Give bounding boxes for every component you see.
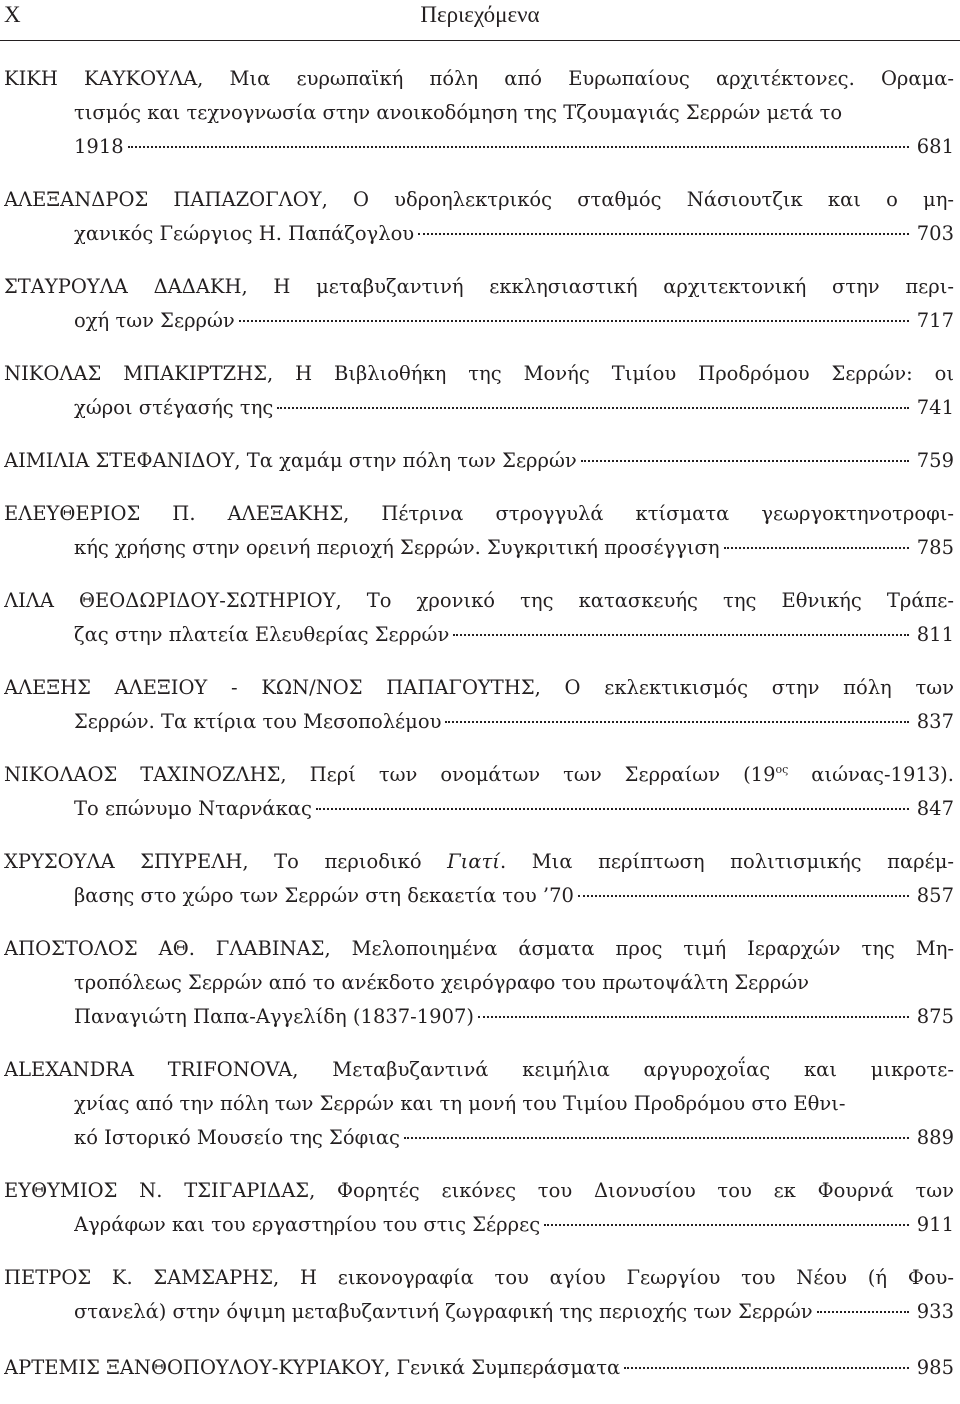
- entry-text-part: . Μια περίπτωση πολιτισμικής παρέμ-: [499, 850, 954, 873]
- entry-text-line: [4, 845, 954, 879]
- dot-leader: [277, 406, 908, 409]
- entry-text-line: ALEXANDRA TRIFONOVA, Μεταβυζαντινά κειμήλια αργυροχοΐας και μικροτε-: [4, 1058, 954, 1081]
- entry-last-line: [4, 130, 954, 164]
- entry-text-part: ΧΡΥΣΟΥΛΑ ΣΠΥΡΕΛΗ, Το περιοδικό: [4, 850, 448, 873]
- toc-entry: [4, 497, 954, 565]
- entry-text-part: ΝΙΚΟΛΑΟΣ ΤΑΧΙΝΟΖΛΗΣ, Περί των ονομάτων των Σερραίων (19: [4, 763, 776, 786]
- page-ref: 857: [916, 884, 954, 907]
- entry-text-line: τισμός και τεχνογνωσία στην ανοικοδόμηση της Τζουμαγιάς Σερρών μετά το: [74, 101, 843, 124]
- entry-last-line: [4, 391, 954, 425]
- dot-leader: [453, 633, 908, 636]
- entry-last-line: [4, 618, 954, 652]
- dot-leader: [404, 1136, 909, 1139]
- entry-text-line: ΛΙΛΑ ΘΕΟΔΩΡΙΔΟΥ-ΣΩΤΗΡΙΟΥ, Το χρονικό της κατασκευής της Εθνικής Τράπε-: [4, 589, 954, 612]
- entry-last-line: [4, 879, 954, 913]
- entry-text-line: ΑΛΕΞΗΣ ΑΛΕΞΙΟΥ - ΚΩΝ/ΝΟΣ ΠΑΠΑΓΟΥΤΗΣ, Ο εκλεκτικισμός στην πόλη των: [4, 676, 954, 699]
- toc-entry: [4, 932, 954, 1034]
- entry-text: κής χρήσης στην ορεινή περιοχή Σερρών. Συγκριτική προσέγγιση: [74, 536, 720, 559]
- entry-last-line: [4, 304, 954, 338]
- dot-leader: [578, 894, 909, 897]
- dot-leader: [624, 1366, 909, 1369]
- entry-last-line: [4, 1208, 954, 1242]
- toc-entry: [4, 1261, 954, 1329]
- entry-text-line: χνίας από την πόλη των Σερρών και τη μονή του Τιμίου Προδρόμου στο Εθνι-: [74, 1092, 846, 1115]
- entry-text-part: αιώνας-1913).: [788, 763, 954, 786]
- entry-text: Σερρών. Τα κτίρια του Μεσοπολέμου: [74, 710, 442, 733]
- entry-text-line: ΝΙΚΟΛΑΣ ΜΠΑΚΙΡΤΖΗΣ, Η Βιβλιοθήκη της Μονής Τιμίου Προδρόμου Σερρών: οι: [4, 362, 954, 385]
- entry-text: ΑΡΤΕΜΙΣ ΞΑΝΘΟΠΟΥΛΟΥ-ΚΥΡΙΑΚΟΥ, Γενικά Συμπεράσματα: [4, 1356, 621, 1379]
- entry-text: στανελά) στην όψιμη μεταβυζαντινή ζωγραφική της περιοχής των Σερρών: [74, 1300, 813, 1323]
- entry-text-line: ΣΤΑΥΡΟΥΛΑ ΔΑΔΑΚΗ, Η μεταβυζαντινή εκκλησιαστική αρχιτεκτονική στην περι-: [4, 275, 954, 298]
- table-of-contents: [4, 62, 954, 1404]
- dot-leader: [445, 720, 908, 723]
- toc-entry: [4, 845, 954, 913]
- page-ref: 847: [916, 797, 954, 820]
- entry-last-line: [4, 792, 954, 826]
- dot-leader: [478, 1015, 909, 1018]
- entry-last-line: [4, 1000, 954, 1034]
- toc-entry: [4, 62, 954, 164]
- toc-entry: [4, 1351, 954, 1385]
- toc-entry: [4, 270, 954, 338]
- entry-last-line: [4, 1295, 954, 1329]
- page-ref: 875: [916, 1005, 954, 1028]
- entry-text-line: τροπόλεως Σερρών από το ανέκδοτο χειρόγραφο του πρωτοψάλτη Σερρών: [74, 971, 809, 994]
- dot-leader: [544, 1223, 909, 1226]
- entry-last-line: [4, 1351, 954, 1385]
- superscript: ος: [775, 763, 789, 776]
- running-header: [0, 0, 960, 41]
- toc-entry: [4, 671, 954, 739]
- toc-entry: [4, 1053, 954, 1155]
- page-ref: 703: [916, 222, 954, 245]
- entry-text: Παναγιώτη Παπα-Αγγελίδη (1837-1907): [74, 1005, 474, 1028]
- page-ref: 889: [916, 1126, 954, 1149]
- page-title: Περιεχόμενα: [420, 2, 540, 27]
- page-ref: 811: [916, 623, 954, 646]
- entry-last-line: [4, 444, 954, 478]
- italic-title: Γιατί: [447, 850, 500, 873]
- entry-last-line: [4, 705, 954, 739]
- entry-text: ζας στην πλατεία Ελευθερίας Σερρών: [74, 623, 450, 646]
- entry-text-line: ΑΠΟΣΤΟΛΟΣ ΑΘ. ΓΛΑΒΙΝΑΣ, Μελοποιημένα άσματα προς τιμή Ιεραρχών της Μη-: [4, 937, 954, 960]
- toc-entry: [4, 444, 954, 478]
- page-ref: 911: [916, 1213, 954, 1236]
- page-ref: 785: [916, 536, 954, 559]
- dot-leader: [418, 232, 909, 235]
- entry-text-line: ΑΛΕΞΑΝΔΡΟΣ ΠΑΠΑΖΟΓΛΟΥ, Ο υδροηλεκτρικός σταθμός Νάσιουτζικ και ο μη-: [4, 188, 954, 211]
- entry-text-line: ΚΙΚΗ ΚΑΥΚΟΥΛΑ, Μια ευρωπαϊκή πόλη από Ευρωπαίους αρχιτέκτονες. Οραμα-: [4, 67, 954, 90]
- dot-leader: [239, 319, 909, 322]
- entry-text: οχή των Σερρών: [74, 309, 235, 332]
- dot-leader: [128, 145, 909, 148]
- dot-leader: [316, 807, 909, 810]
- entry-text: κό Ιστορικό Μουσείο της Σόφιας: [74, 1126, 400, 1149]
- toc-entry: [4, 357, 954, 425]
- page-ref: 985: [916, 1356, 954, 1379]
- entry-text: χώροι στέγασής της: [74, 396, 274, 419]
- toc-entry: [4, 584, 954, 652]
- entry-text-line: ΕΥΘΥΜΙΟΣ Ν. ΤΣΙΓΑΡΙΔΑΣ, Φορητές εικόνες του Διονυσίου του εκ Φουρνά των: [4, 1179, 954, 1202]
- page-ref: 837: [916, 710, 954, 733]
- entry-text-line: ΠΕΤΡΟΣ Κ. ΣΑΜΣΑΡΗΣ, Η εικονογραφία του αγίου Γεωργίου του Νέου (ή Φου-: [4, 1266, 954, 1289]
- entry-text: Αγράφων και του εργαστηρίου του στις Σέρρες: [74, 1213, 541, 1236]
- page-ref: 759: [916, 449, 954, 472]
- toc-entry: [4, 183, 954, 251]
- entry-text: Το επώνυμο Νταρνάκας: [74, 797, 312, 820]
- page-number: X: [4, 2, 21, 27]
- toc-entry: [4, 1174, 954, 1242]
- dot-leader: [817, 1310, 909, 1313]
- page-ref: 741: [916, 396, 954, 419]
- page-ref: 717: [916, 309, 954, 332]
- entry-last-line: [4, 531, 954, 565]
- entry-text-line: [4, 758, 954, 792]
- entry-last-line: [4, 1121, 954, 1155]
- toc-entry: [4, 758, 954, 826]
- entry-last-line: [4, 217, 954, 251]
- entry-text: ΑΙΜΙΛΙΑ ΣΤΕΦΑΝΙΔΟΥ, Τα χαμάμ στην πόλη των Σερρών: [4, 449, 577, 472]
- entry-text: βασης στο χώρο των Σερρών στη δεκαετία του ’70: [74, 884, 574, 907]
- page-ref: 933: [916, 1300, 954, 1323]
- dot-leader: [581, 459, 909, 462]
- page-ref: 681: [916, 135, 954, 158]
- entry-text-line: ΕΛΕΥΘΕΡΙΟΣ Π. ΑΛΕΞΑΚΗΣ, Πέτρινα στρογγυλά κτίσματα γεωργοκτηνοτροφι-: [4, 502, 954, 525]
- dot-leader: [724, 546, 909, 549]
- entry-text: 1918: [74, 135, 124, 158]
- entry-text: χανικός Γεώργιος Η. Παπάζογλου: [74, 222, 415, 245]
